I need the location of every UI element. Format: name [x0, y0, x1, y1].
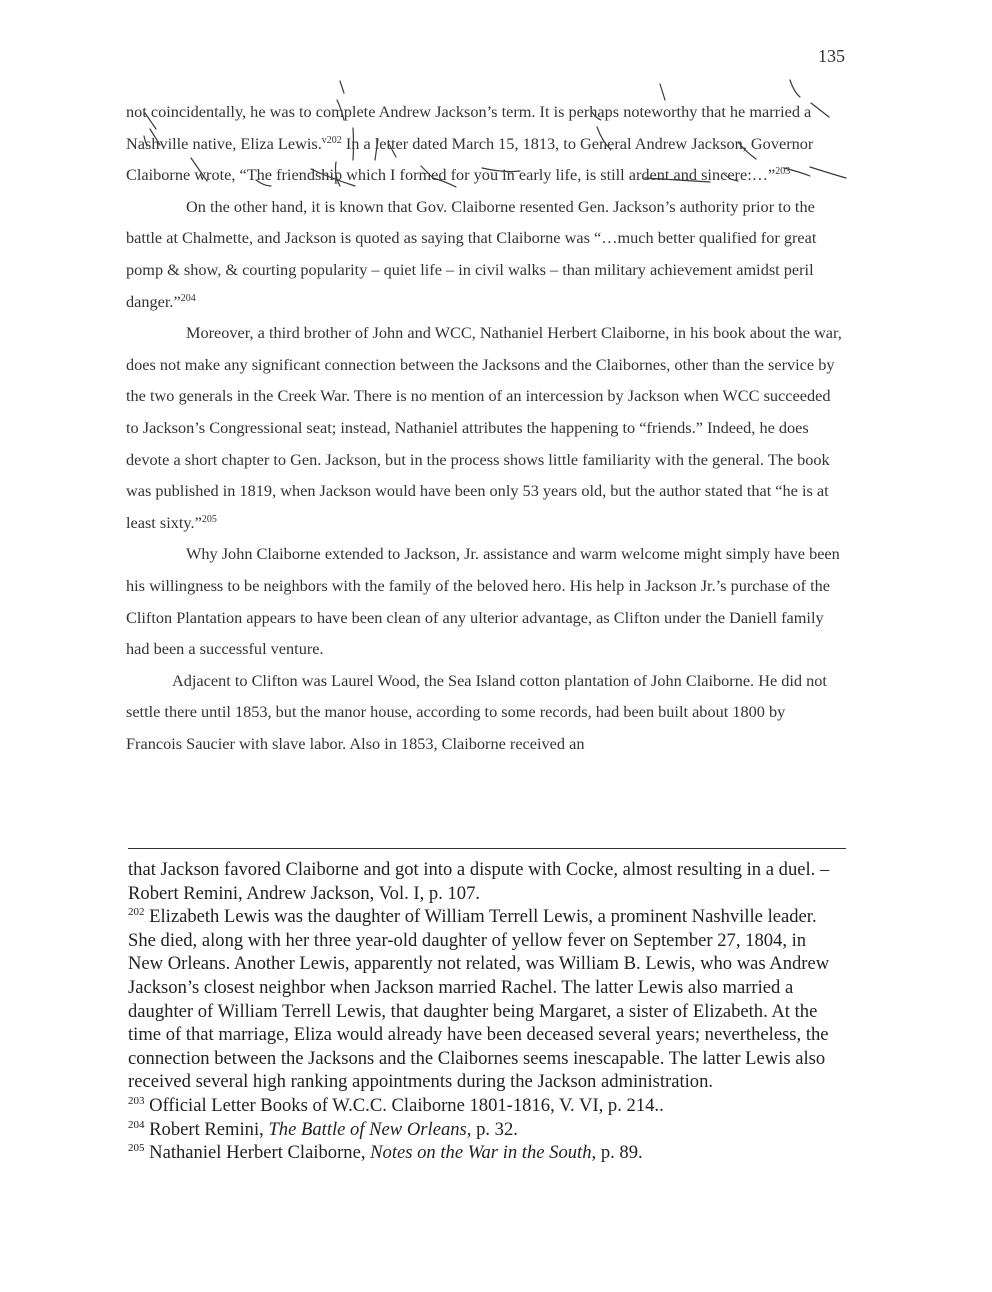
main-text — [126, 96, 844, 759]
footnote-number: 205 — [128, 1142, 145, 1155]
footnote-ref: 205 — [201, 513, 217, 525]
footnote-number: 204 — [128, 1118, 145, 1131]
paragraph-text: Moreover, a third brother of John and WCC, Nathaniel Herbert Claiborne, in his book about the war, does not make any significant connection between the Jacksons and the Claibornes, other than the service by the two generals in the Creek War. There is no mention of an intercession by Jackson when WCC succeeded to Jackson’s Congressional seat; instead, Nathaniel attributes the happening to “friends.” Indeed, he does devote a short chapter to Gen. Jackson, but in the process shows little familiarity with the general. The book was published in 1819, when Jackson would have been only 53 years old, but the author stated that “he is at least sixty.” — [126, 323, 842, 532]
footnote-number: 203 — [128, 1094, 145, 1107]
paragraph-text: In a letter dated March 15, 1813, to General Andrew Jackson, Governor Claiborne wrote, “The friendship which I formed for you in early life, is still ardent and sincere:…” — [126, 133, 814, 185]
paragraph-1 — [126, 96, 844, 191]
footnote-text: Nathaniel Herbert Claiborne, — [144, 1142, 371, 1164]
footnote-text: p. 32. — [471, 1118, 518, 1140]
paragraph-2 — [126, 191, 844, 317]
footnote-ref: 204 — [180, 292, 196, 304]
footnote-ref: 203 — [775, 166, 791, 178]
footnote-book-title: Notes on the War in the South, — [370, 1142, 597, 1164]
footnote-continuation: that Jackson favored Claiborne and got into a dispute with Cocke, almost resulting in a duel. – Robert Remini, Andrew Jackson, Vol. I, p. 107. — [128, 859, 830, 904]
footnote-205 — [128, 1141, 840, 1165]
pen-stroke — [790, 80, 800, 97]
paragraph-4 — [126, 538, 844, 664]
footnote-divider — [128, 848, 846, 849]
footnote-book-title: The Battle of New Orleans, — [268, 1118, 472, 1140]
paragraph-text: On the other hand, it is known that Gov. Claiborne resented Gen. Jackson’s authority prior to the battle at Chalmette, and Jackson is quoted as saying that Claiborne was “…much better qualified for great pomp & show, & courting popularity – quiet life – in civil walks – than military achievement amidst peril danger.” — [126, 196, 817, 311]
paragraph-5 — [126, 665, 844, 760]
footnote-text: p. 89. — [596, 1142, 643, 1164]
paragraph-3 — [126, 317, 844, 538]
page-number: 135 — [818, 46, 845, 66]
footnotes — [128, 858, 840, 1165]
footnote-number: 202 — [128, 906, 145, 919]
footnote-202 — [128, 905, 840, 1094]
footnote-text: Robert Remini, — [144, 1118, 269, 1140]
footnote-text: Official Letter Books of W.C.C. Claiborne 1801-1816, V. VI, p. 214.. — [144, 1094, 664, 1116]
footnote-204 — [128, 1118, 840, 1142]
paragraph-text: Why John Claiborne extended to Jackson, Jr. assistance and warm welcome might simply have been his willingness to be neighbors with the family of the beloved hero. His help in Jackson Jr.’s purchase of the Clifton Plantation appears to have been clean of any ulterior advantage, as Clifton under the Daniell family had been a successful venture. — [126, 544, 840, 659]
paragraph-text: not coincidentally, he was to complete Andrew Jackson’s term. It is perhaps noteworthy that he married a Nashville native, Eliza Lewis. — [126, 102, 812, 153]
footnote-text: Elizabeth Lewis was the daughter of William Terrell Lewis, a prominent Nashville leader. She died, along with her three year-old daughter of yellow fever on September 27, 1804, in New Orleans. Another Lewis, apparently not related, was William B. Lewis, who was Andrew Jackson’s closest neighbor when Jackson married Rachel. The latter Lewis also married a daughter of William Terrell Lewis, that daughter being Margaret, a sister of Elizabeth. At the time of that marriage, Eliza would already have been deceased several years; nevertheless, the connection between the Jacksons and the Claibornes seems inescapable. The latter Lewis also received several high ranking appointments during the Jackson administration. — [128, 906, 830, 1093]
paragraph-text: Adjacent to Clifton was Laurel Wood, the Sea Island cotton plantation of John Claiborne. He did not settle there until 1853, but the manor house, according to some records, had been built about 1800 by Francois Saucier with slave labor. Also in 1853, Claiborne received an — [126, 670, 827, 753]
pen-stroke — [340, 81, 344, 93]
footnote-203 — [128, 1094, 840, 1118]
footnote-ref: v202 — [321, 134, 342, 146]
